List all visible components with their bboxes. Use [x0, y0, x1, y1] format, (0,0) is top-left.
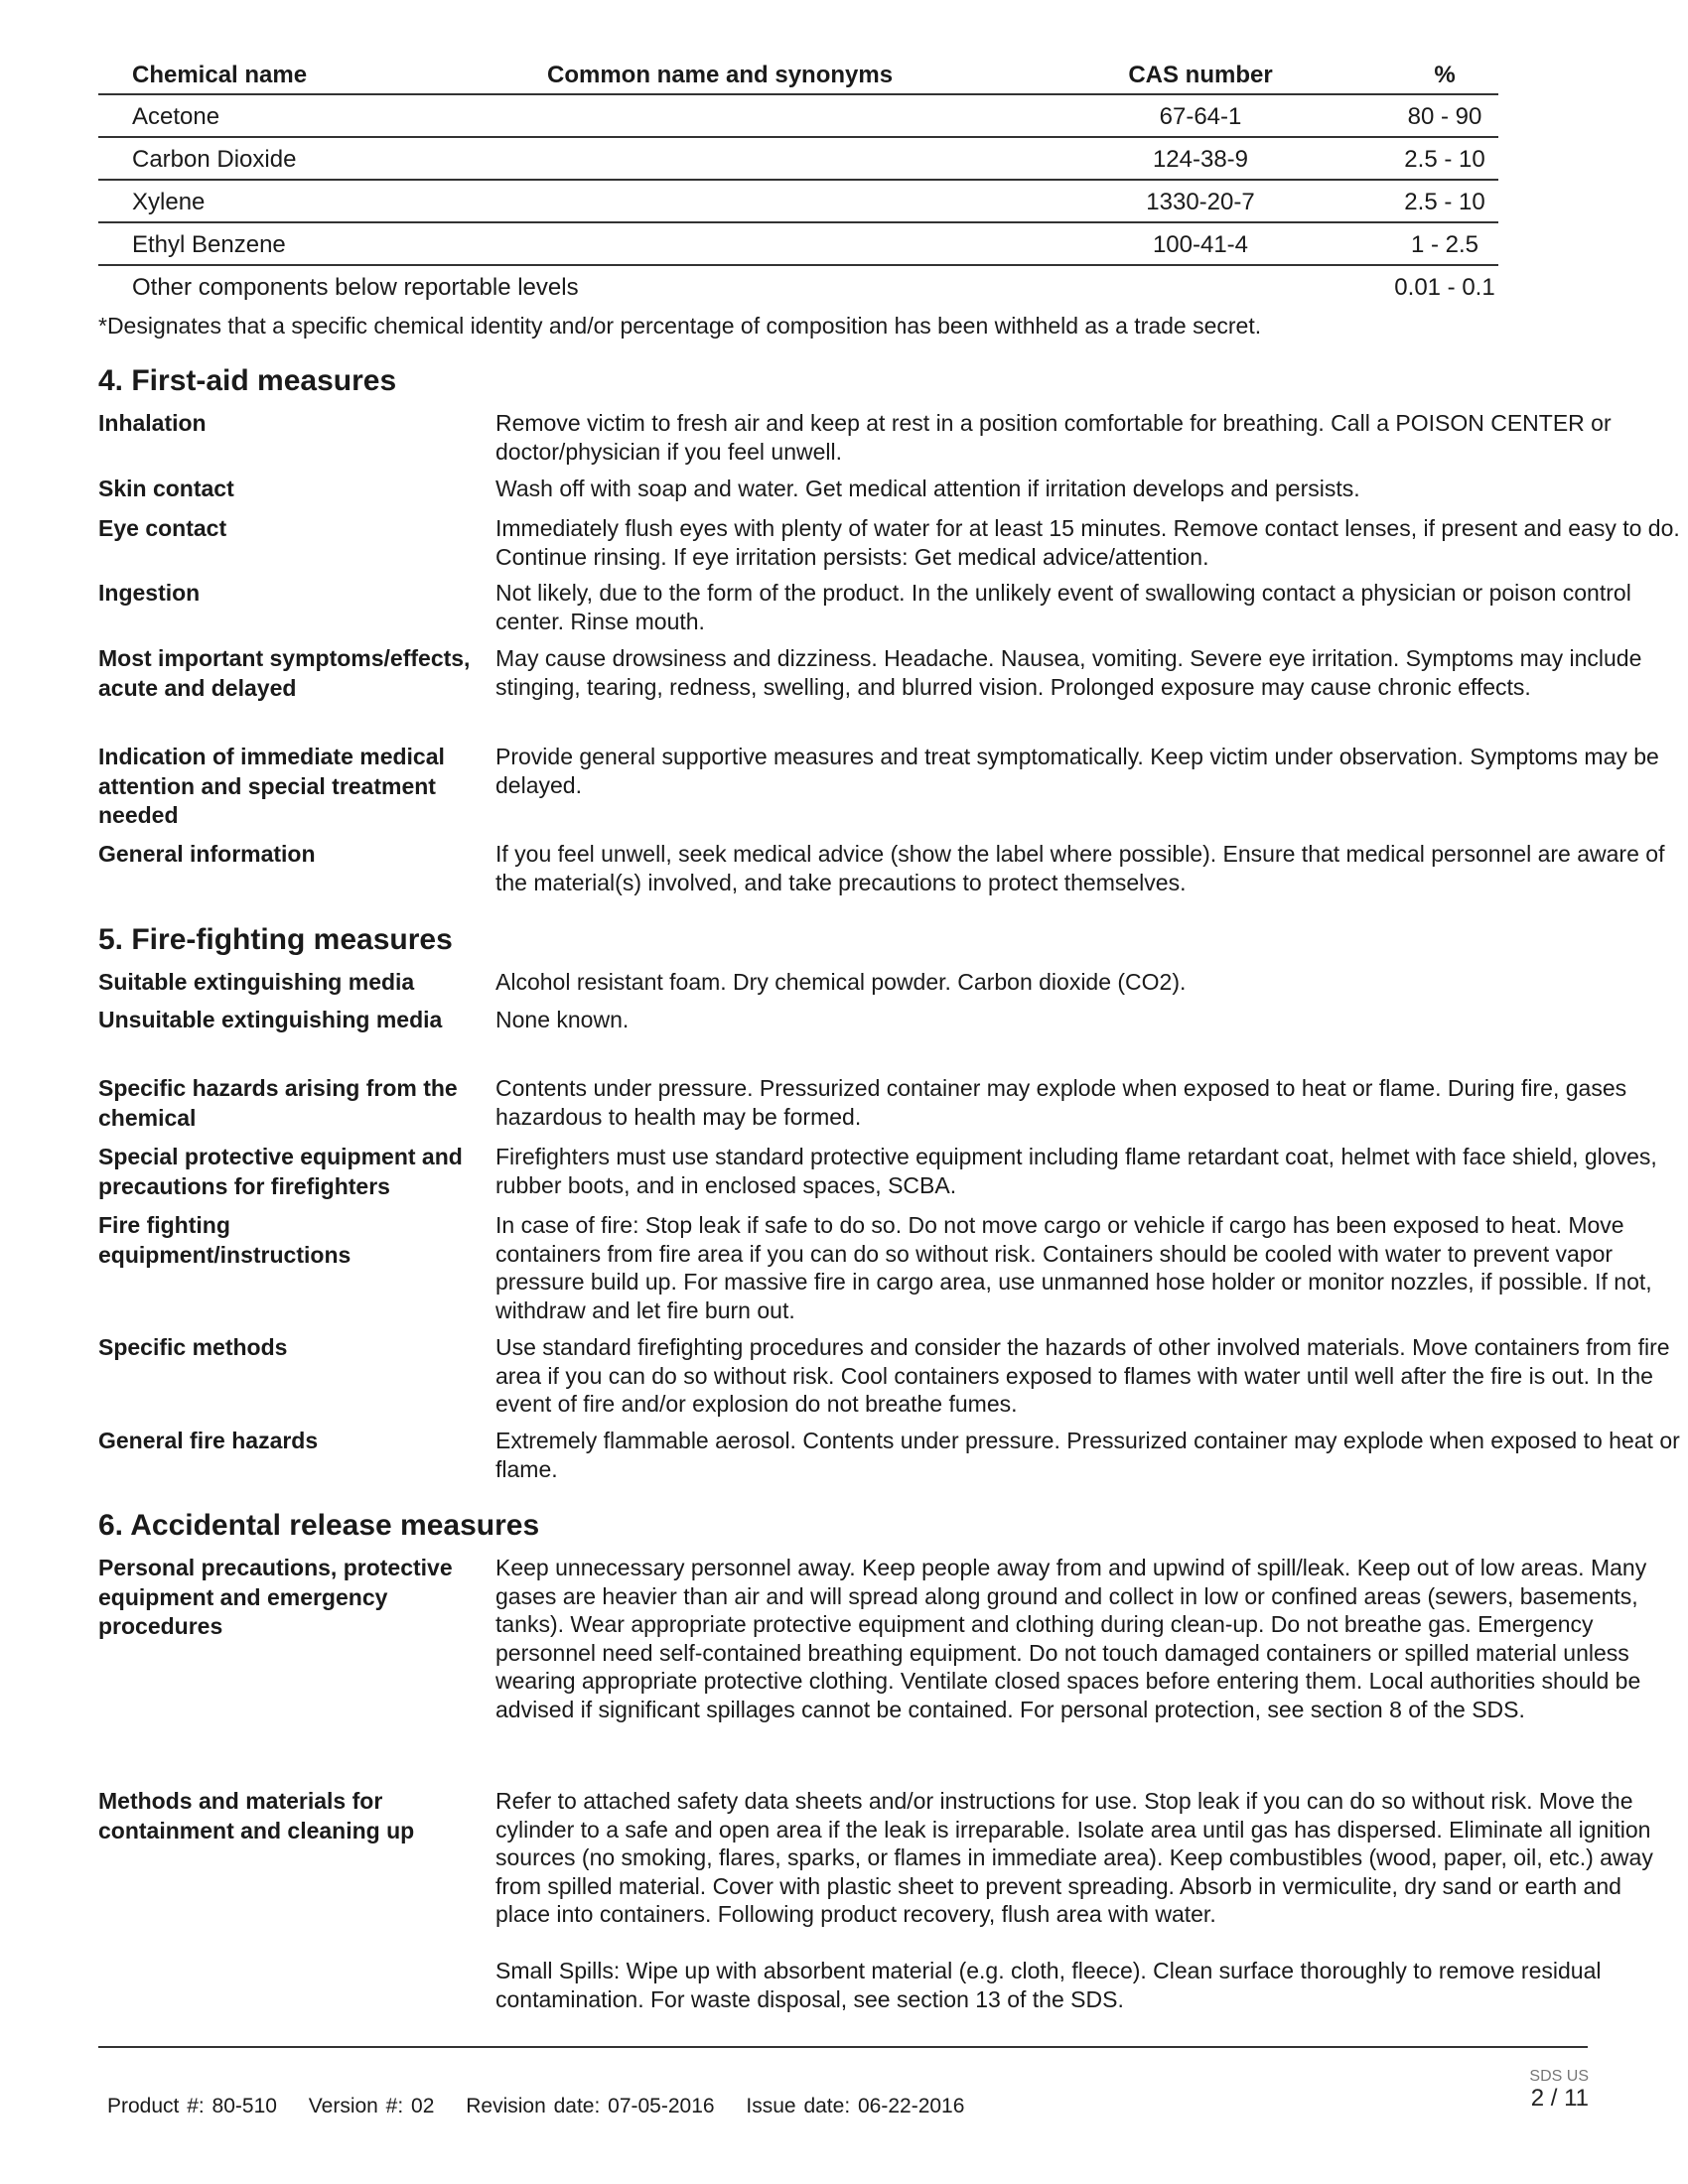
other-components-label: Other components below reportable levels — [132, 274, 579, 301]
composition-table — [98, 56, 1498, 302]
item-label: Personal precautions, protective equipment and emergency procedures — [98, 1555, 453, 1639]
item-text: Immediately flush eyes with plenty of water for at least 15 minutes. Remove contact lenses, if present and easy to do. Continue rinsing. If eye irritation persists: Get medical advice/attention. — [495, 515, 1680, 570]
sds-region-label: SDS US — [1529, 2068, 1589, 2085]
version-number: Version #: 02 — [308, 2095, 435, 2117]
percent: 2.5 - 10 — [1404, 146, 1485, 173]
item-label: Eye contact — [98, 515, 227, 541]
percent: 1 - 2.5 — [1410, 231, 1479, 258]
footer-rule — [98, 2046, 1588, 2048]
item-text: Provide general supportive measures and treat symptomatically. Keep victim under observation. Symptoms may be delayed. — [495, 744, 1659, 798]
cas-number: 1330-20-7 — [1146, 189, 1255, 215]
item-label: Indication of immediate medical attention and special treatment needed — [98, 744, 445, 828]
item-text: Wash off with soap and water. Get medical attention if irritation develops and persists. — [495, 476, 1360, 501]
page-number: 2 / 11 — [1530, 2085, 1589, 2112]
header-chemical-name: Chemical name — [132, 62, 308, 88]
item-label: General fire hazards — [98, 1428, 319, 1453]
cas-number: 124-38-9 — [1152, 146, 1249, 173]
item-text: Remove victim to fresh air and keep at rest in a position comfortable for breathing. Call a POISON CENTER or doctor/physician if you feel unwell. — [495, 410, 1612, 465]
item-text: In case of fire: Stop leak if safe to do so. Do not move cargo or vehicle if cargo has been exposed to heat. Move containers from fire area if you can do so without risk. Containers should be cooled with water to prevent vapor pressure build up. For massive fire in cargo area, use unmanned hose holder or monitor nozzles, if possible. If not, withdraw and let fire burn out. — [495, 1212, 1652, 1323]
item-label: Suitable extinguishing media — [98, 969, 415, 995]
item-label: Skin contact — [98, 476, 234, 501]
item-text: Contents under pressure. Pressurized container may explode when exposed to heat or flame. During fire, gases hazardous to health may be formed. — [495, 1075, 1627, 1130]
item-label: Specific hazards arising from the chemical — [98, 1075, 458, 1131]
small-spills-paragraph: Small Spills: Wipe up with absorbent material (e.g. cloth, fleece). Clean surface thoroughly to remove residual contamination. For waste disposal, see section 13 of the SDS. — [495, 1958, 1602, 2012]
item-text: Use standard firefighting procedures and consider the hazards of other involved materials. Move containers from fire area if you can do so without risk. Cool containers exposed to flames with water until well after the fire is out. In the event of fire and/or explosion do not breathe fumes. — [495, 1334, 1670, 1417]
item-text: Firefighters must use standard protective equipment including flame retardant coat, helmet with face shield, gloves, rubber boots, and in enclosed spaces, SCBA. — [495, 1144, 1657, 1198]
section-6-title: 6. Accidental release measures — [98, 1509, 540, 1542]
table-row — [98, 138, 1498, 181]
chemical-name: Xylene — [132, 189, 206, 215]
item-label: Unsuitable extinguishing media — [98, 1007, 443, 1032]
item-text: Keep unnecessary personnel away. Keep people away from and upwind of spill/leak. Keep out of low areas. Many gases are heavier than air and will spread along ground and collect in low or confined areas (sewers, basements, tanks). Wear appropriate protective equipment and clothing during clean-up. Do not breathe gas. Emergency personnel need self-contained breathing equipment. Do not touch damaged containers or spilled material unless wearing appropriate protective clothing. Ventilate closed spaces before entering them. Local authorities should be advised if significant spillages cannot be contained. For personal protection, see section 8 of the SDS. — [495, 1555, 1647, 1722]
item-label: Inhalation — [98, 410, 207, 436]
issue-date: Issue date: 06-22-2016 — [746, 2095, 965, 2117]
product-number: Product #: 80-510 — [107, 2095, 277, 2117]
item-label: Ingestion — [98, 580, 201, 606]
header-cas-number: CAS number — [1128, 62, 1273, 88]
chemical-name: Carbon Dioxide — [132, 146, 297, 173]
header-percent: % — [1434, 62, 1456, 88]
item-text: Alcohol resistant foam. Dry chemical powder. Carbon dioxide (CO2). — [495, 969, 1187, 995]
item-label: General information — [98, 841, 316, 867]
item-text: May cause drowsiness and dizziness. Headache. Nausea, vomiting. Severe eye irritation. Symptoms may include stinging, tearing, redness, swelling, and blurred vision. Prolonged exposure may cause chronic effects. — [495, 645, 1642, 700]
trade-secret-footnote: *Designates that a specific chemical identity and/or percentage of composition has been withheld as a trade secret. — [98, 313, 1262, 339]
table-row-other — [98, 266, 1498, 302]
cas-number: 67-64-1 — [1159, 103, 1242, 130]
chemical-name: Acetone — [132, 103, 220, 130]
table-row — [98, 181, 1498, 223]
section-5-title: 5. Fire-fighting measures — [98, 923, 453, 956]
chemical-name: Ethyl Benzene — [132, 231, 286, 258]
table-row — [98, 95, 1498, 138]
item-label: Fire fighting equipment/instructions — [98, 1212, 352, 1268]
section-4-title: 4. First-aid measures — [98, 364, 397, 397]
item-label: Specific methods — [98, 1334, 288, 1360]
cas-number: 100-41-4 — [1152, 231, 1249, 258]
percent: 80 - 90 — [1407, 103, 1482, 130]
containment-paragraph: Refer to attached safety data sheets and/or instructions for use. Stop leak if you can do so without risk. Move the cylinder to a safe and open area if the leak is irreparable. Isolate area until gas has dispersed. Eliminate all ignition sources (no smoking, flares, sparks, or flames in immediate area). Keep combustibles (wood, paper, oil, etc.) away from spilled material. Cover with plastic sheet to prevent spreading. Absorb in vermiculite, dry sand or earth and place into containers. Following product recovery, flush area with water. — [495, 1788, 1653, 1927]
item-text: If you feel unwell, seek medical advice (show the label where possible). Ensure that medical personnel are aware of the material(s) involved, and take precautions to protect themselves. — [495, 841, 1665, 895]
other-components-percent: 0.01 - 0.1 — [1394, 274, 1495, 301]
item-text: None known. — [495, 1007, 630, 1032]
header-common-name: Common name and synonyms — [547, 62, 894, 88]
percent: 2.5 - 10 — [1404, 189, 1485, 215]
item-text: Not likely, due to the form of the product. In the unlikely event of swallowing contact a physician or poison control center. Rinse mouth. — [495, 580, 1631, 634]
table-row — [98, 223, 1498, 266]
item-label: Methods and materials for containment and cleaning up — [98, 1788, 415, 1843]
revision-date: Revision date: 07-05-2016 — [466, 2095, 715, 2117]
item-label: Special protective equipment and precautions for firefighters — [98, 1144, 463, 1199]
footer-document-info — [107, 2095, 988, 2118]
item-text: Extremely flammable aerosol. Contents under pressure. Pressurized container may explode when exposed to heat or flame. — [495, 1428, 1680, 1482]
table-header — [98, 56, 1498, 95]
item-text — [495, 1787, 1682, 2013]
item-label: Most important symptoms/effects, acute and delayed — [98, 645, 471, 701]
